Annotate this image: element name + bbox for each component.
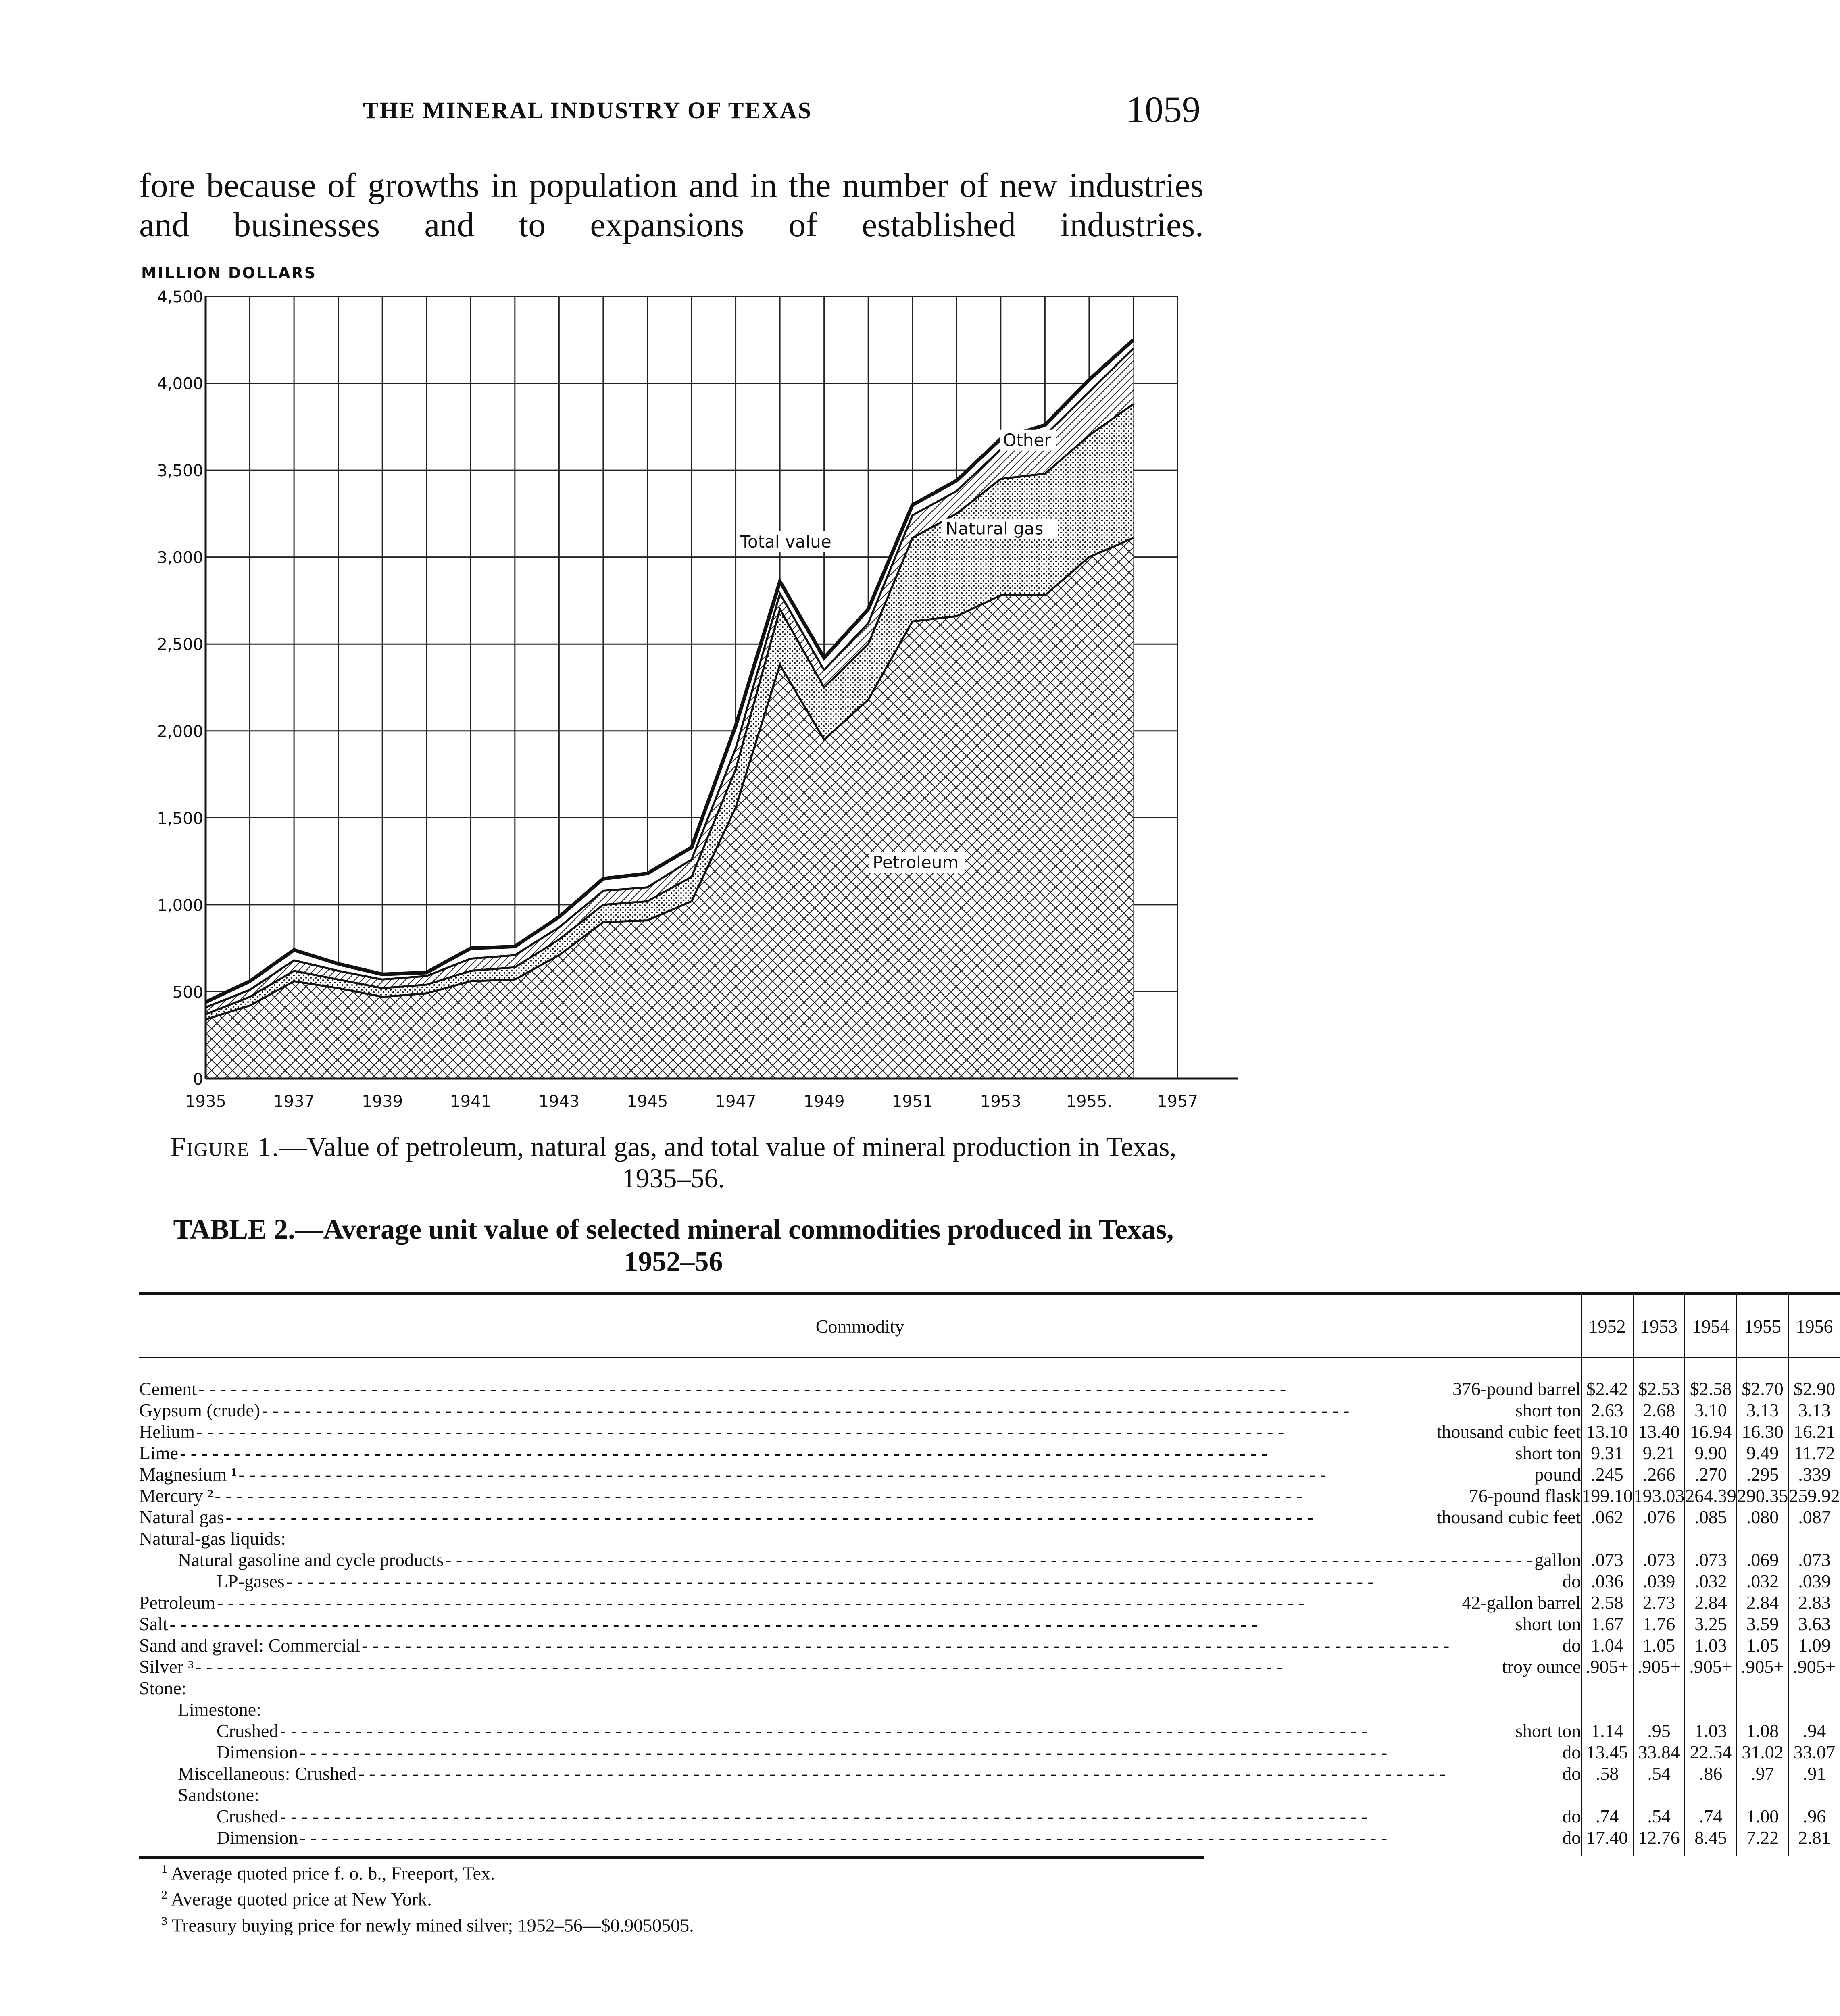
- commodity-cell: [139, 1464, 1581, 1485]
- value-cell: 31.02: [1737, 1741, 1789, 1763]
- commodity-unit: short ton: [1515, 1400, 1581, 1420]
- commodity-unit: short ton: [1515, 1720, 1581, 1741]
- value-cell: .245: [1581, 1464, 1633, 1485]
- x-tick-label: 1935: [185, 1092, 226, 1111]
- footnote: $^1$ Average quoted price f. o. b., Freeport, Tex.: [161, 1862, 495, 1884]
- commodity-unit: gallon: [1534, 1549, 1581, 1570]
- commodity-unit: do: [1562, 1635, 1581, 1656]
- commodity-cell: [139, 1806, 1581, 1827]
- commodity-cell: [139, 1763, 1581, 1784]
- commodity-label: LP-gases: [217, 1571, 285, 1591]
- commodity-label: Natural gas: [139, 1507, 224, 1527]
- commodity-label: Magnesium ¹: [139, 1464, 237, 1485]
- value-cell: .905+: [1788, 1656, 1840, 1677]
- table-row: [139, 1528, 1840, 1549]
- x-tick-label: 1951: [892, 1092, 933, 1111]
- value-cell: 3.10: [1685, 1400, 1737, 1421]
- value-cell: 199.10: [1582, 1485, 1633, 1506]
- commodity-label: Miscellaneous: Crushed: [178, 1763, 357, 1784]
- y-tick-label: 2,500: [157, 635, 203, 654]
- table-row: [139, 1763, 1840, 1784]
- footnotes: [161, 1859, 1129, 1937]
- commodity-cell: [139, 1784, 1581, 1806]
- intro-paragraph: fore because of growths in population and in the number of new industries and businesses and to expansions of established industries.: [139, 166, 1204, 244]
- value-cell: [1633, 1784, 1685, 1806]
- x-tick-label: 1941: [450, 1092, 492, 1111]
- value-cell: [1788, 1528, 1840, 1549]
- commodity-label: Stone:: [139, 1678, 187, 1698]
- value-cell: 1.05: [1633, 1635, 1685, 1656]
- x-tick-label: 1939: [362, 1092, 403, 1111]
- table-row: [139, 1358, 1840, 1400]
- commodity-label: Cement: [139, 1379, 197, 1399]
- table-row: [139, 1720, 1840, 1741]
- commodity-cell: [139, 1827, 1581, 1856]
- value-cell: .087: [1788, 1506, 1840, 1528]
- commodity-cell: [139, 1442, 1581, 1464]
- value-cell: 1.14: [1581, 1720, 1633, 1741]
- value-cell: .073: [1788, 1549, 1840, 1570]
- value-cell: 13.40: [1633, 1421, 1685, 1442]
- value-cell: 16.94: [1685, 1421, 1737, 1442]
- value-cell: 3.13: [1737, 1400, 1789, 1421]
- header-year: 1953: [1633, 1294, 1685, 1358]
- value-cell: .073: [1581, 1549, 1633, 1570]
- value-cell: .295: [1737, 1464, 1789, 1485]
- commodity-cell: [139, 1506, 1581, 1528]
- value-cell: 264.39: [1685, 1485, 1736, 1506]
- table-row: [139, 1784, 1840, 1806]
- figure-caption: [141, 1131, 1206, 1194]
- table-body: [139, 1358, 1840, 1857]
- value-cell: 9.49: [1737, 1442, 1789, 1464]
- value-cell: [1737, 1699, 1789, 1720]
- commodity-label: Helium: [139, 1421, 195, 1442]
- value-cell: [1685, 1784, 1737, 1806]
- value-cell: .062: [1581, 1506, 1633, 1528]
- x-tick-label: 1955.: [1066, 1092, 1113, 1111]
- table-row: [139, 1464, 1840, 1485]
- value-cell: .91: [1788, 1763, 1840, 1784]
- value-cell: 2.63: [1581, 1400, 1633, 1421]
- commodity-unit: do: [1562, 1827, 1581, 1848]
- table-row: [139, 1635, 1840, 1656]
- commodity-label: Sand and gravel: Commercial: [139, 1635, 360, 1656]
- unit-value-table: [139, 1292, 1840, 1856]
- commodity-label: Dimension: [217, 1827, 298, 1848]
- value-cell: $2.58: [1685, 1358, 1737, 1400]
- value-cell: $2.90: [1788, 1358, 1840, 1400]
- commodity-label: Mercury ²: [139, 1485, 213, 1506]
- commodity-label: Salt: [139, 1614, 168, 1634]
- value-cell: .97: [1737, 1763, 1789, 1784]
- value-cell: .94: [1788, 1720, 1840, 1741]
- value-cell: 3.63: [1788, 1613, 1840, 1635]
- value-cell: 8.45: [1685, 1827, 1737, 1856]
- commodity-cell: [139, 1358, 1581, 1400]
- table-row: [139, 1570, 1840, 1592]
- value-cell: [1633, 1677, 1685, 1699]
- header-year: 1955: [1737, 1294, 1789, 1358]
- value-cell: .86: [1685, 1763, 1737, 1784]
- commodity-cell: [139, 1720, 1581, 1741]
- value-cell: 13.45: [1581, 1741, 1633, 1763]
- footnote: $^3$ Treasury buying price for newly mined silver; 1952–56—$0.9050505.: [161, 1914, 694, 1935]
- value-cell: 2.68: [1633, 1400, 1685, 1421]
- commodity-unit: pound: [1534, 1464, 1581, 1485]
- table-row: [139, 1485, 1840, 1506]
- value-cell: 1.04: [1581, 1635, 1633, 1656]
- running-head: THE MINERAL INDUSTRY OF TEXAS: [363, 97, 813, 123]
- label-total-value: Total value: [740, 531, 831, 552]
- commodity-unit: 376-pound barrel: [1452, 1379, 1581, 1399]
- value-cell: 33.84: [1633, 1741, 1685, 1763]
- value-cell: 2.81: [1788, 1827, 1840, 1856]
- commodity-label: Crushed: [217, 1806, 279, 1826]
- commodity-label: Natural gasoline and cycle products: [178, 1549, 444, 1570]
- table-row: [139, 1827, 1840, 1856]
- value-cell: 3.59: [1737, 1613, 1789, 1635]
- value-cell: .54: [1633, 1806, 1685, 1827]
- commodity-cell: [139, 1592, 1581, 1613]
- value-cell: 9.21: [1633, 1442, 1685, 1464]
- commodity-cell: [139, 1485, 1581, 1506]
- value-cell: .076: [1633, 1506, 1685, 1528]
- table-row: [139, 1677, 1840, 1699]
- label-petroleum: Petroleum: [873, 852, 959, 873]
- value-cell: .032: [1685, 1570, 1737, 1592]
- value-cell: [1737, 1677, 1789, 1699]
- table-row: [139, 1741, 1840, 1763]
- value-cell: [1633, 1699, 1685, 1720]
- y-tick-label: 1,000: [157, 896, 203, 915]
- value-cell: 2.58: [1581, 1592, 1633, 1613]
- value-cell: 2.73: [1633, 1592, 1685, 1613]
- value-cell: 2.84: [1685, 1592, 1737, 1613]
- y-tick-label: 2,000: [157, 722, 203, 741]
- commodity-cell: [139, 1613, 1581, 1635]
- commodity-unit: short ton: [1515, 1614, 1581, 1634]
- y-tick-label: 1,500: [157, 809, 203, 828]
- table-title: TABLE 2.—Average unit value of selected mineral commodities produced in Texas, 1952–56: [173, 1214, 1174, 1277]
- y-tick-label: 3,000: [157, 548, 203, 567]
- table-row: [139, 1421, 1840, 1442]
- table-header-row: [139, 1294, 1840, 1358]
- value-cell: 9.90: [1685, 1442, 1737, 1464]
- commodity-unit: thousand cubic feet: [1436, 1507, 1581, 1527]
- value-cell: [1685, 1677, 1737, 1699]
- table-row: [139, 1400, 1840, 1421]
- value-cell: .905+: [1581, 1656, 1633, 1677]
- value-cell: .039: [1788, 1570, 1840, 1592]
- value-cell: 17.40: [1581, 1827, 1633, 1856]
- value-cell: 3.13: [1788, 1400, 1840, 1421]
- commodity-cell: [139, 1528, 1581, 1549]
- x-tick-label: 1957: [1157, 1092, 1198, 1111]
- commodity-unit: short ton: [1515, 1443, 1581, 1463]
- commodity-unit: do: [1562, 1742, 1581, 1762]
- commodity-unit: troy ounce: [1502, 1656, 1581, 1677]
- value-cell: [1633, 1528, 1685, 1549]
- commodity-unit: 42-gallon barrel: [1462, 1592, 1581, 1613]
- value-cell: [1788, 1677, 1840, 1699]
- x-tick-label: 1937: [273, 1092, 315, 1111]
- value-cell: 9.31: [1581, 1442, 1633, 1464]
- value-cell: .069: [1737, 1549, 1789, 1570]
- value-cell: [1685, 1528, 1737, 1549]
- commodity-label: Sandstone:: [178, 1785, 259, 1805]
- value-cell: .270: [1685, 1464, 1737, 1485]
- value-cell: .080: [1737, 1506, 1789, 1528]
- value-cell: .039: [1633, 1570, 1685, 1592]
- value-cell: .905+: [1633, 1656, 1685, 1677]
- value-cell: $2.53: [1633, 1358, 1685, 1400]
- commodity-label: Natural-gas liquids:: [139, 1528, 286, 1549]
- table-row: [139, 1613, 1840, 1635]
- value-cell: [1581, 1528, 1633, 1549]
- value-cell: [1581, 1784, 1633, 1806]
- y-axis-title: MILLION DOLLARS: [141, 264, 317, 282]
- commodity-label: Crushed: [217, 1720, 279, 1741]
- value-cell: 1.05: [1737, 1635, 1789, 1656]
- header-year: 1956: [1788, 1294, 1840, 1358]
- table-row: [139, 1699, 1840, 1720]
- value-cell: 1.76: [1633, 1613, 1685, 1635]
- commodity-label: Dimension: [217, 1742, 298, 1762]
- commodity-cell: [139, 1400, 1581, 1421]
- label-other: Other: [1003, 430, 1051, 450]
- x-tick-label: 1945: [627, 1092, 668, 1111]
- y-tick-label: 0: [193, 1070, 203, 1089]
- table-row: [139, 1806, 1840, 1827]
- value-cell: 259.92: [1789, 1485, 1840, 1506]
- value-cell: .266: [1633, 1464, 1685, 1485]
- value-cell: .036: [1581, 1570, 1633, 1592]
- header-commodity: Commodity: [139, 1294, 1581, 1358]
- value-cell: .58: [1581, 1763, 1633, 1784]
- area-petroleum: [206, 538, 1133, 1079]
- commodity-label: Lime: [139, 1443, 179, 1463]
- value-cell: 13.10: [1581, 1421, 1633, 1442]
- value-cell: .95: [1633, 1720, 1685, 1741]
- value-cell: [1685, 1699, 1737, 1720]
- table-container: [139, 1292, 1840, 1859]
- value-cell: [1788, 1784, 1840, 1806]
- commodity-cell: [139, 1656, 1581, 1677]
- value-cell: 1.00: [1737, 1806, 1789, 1827]
- commodity-label: Limestone:: [178, 1699, 261, 1720]
- figure-caption-text: —Value of petroleum, natural gas, and total value of mineral production in Texas, 1935–56.: [279, 1131, 1177, 1193]
- figure-label: Figure 1.: [170, 1131, 280, 1162]
- value-cell: .032: [1737, 1570, 1789, 1592]
- mineral-value-chart: [133, 258, 1222, 1113]
- y-tick-label: 500: [172, 983, 203, 1002]
- y-tick-label: 4,500: [157, 288, 203, 306]
- x-tick-label: 1953: [980, 1092, 1021, 1111]
- y-tick-label: 4,000: [157, 375, 203, 394]
- header-year: 1952: [1581, 1294, 1633, 1358]
- footnote: $^2$ Average quoted price at New York.: [161, 1888, 432, 1910]
- value-cell: 1.03: [1685, 1635, 1737, 1656]
- value-cell: 1.03: [1685, 1720, 1737, 1741]
- value-cell: 1.67: [1581, 1613, 1633, 1635]
- value-cell: .085: [1685, 1506, 1737, 1528]
- value-cell: .905+: [1685, 1656, 1737, 1677]
- value-cell: .905+: [1737, 1656, 1789, 1677]
- commodity-cell: [139, 1635, 1581, 1656]
- table-row: [139, 1549, 1840, 1570]
- commodity-unit: do: [1562, 1763, 1581, 1784]
- table-row: [139, 1656, 1840, 1677]
- x-tick-label: 1949: [803, 1092, 845, 1111]
- value-cell: [1581, 1699, 1633, 1720]
- commodity-cell: [139, 1570, 1581, 1592]
- value-cell: .74: [1685, 1806, 1737, 1827]
- value-cell: .96: [1788, 1806, 1840, 1827]
- value-cell: $2.70: [1737, 1358, 1789, 1400]
- value-cell: 1.09: [1788, 1635, 1840, 1656]
- value-cell: .54: [1633, 1763, 1685, 1784]
- value-cell: [1788, 1699, 1840, 1720]
- value-cell: 7.22: [1737, 1827, 1789, 1856]
- value-cell: 16.21: [1788, 1421, 1840, 1442]
- value-cell: 290.35: [1737, 1485, 1788, 1506]
- value-cell: $2.42: [1581, 1358, 1633, 1400]
- value-cell: 11.72: [1788, 1442, 1840, 1464]
- value-cell: 193.03: [1633, 1485, 1685, 1506]
- value-cell: 2.84: [1737, 1592, 1789, 1613]
- commodity-label: Silver ³: [139, 1656, 194, 1677]
- header-year: 1954: [1685, 1294, 1737, 1358]
- value-cell: [1581, 1677, 1633, 1699]
- value-cell: .339: [1788, 1464, 1840, 1485]
- commodity-unit: 76-pound flask: [1469, 1485, 1581, 1506]
- commodity-cell: [139, 1699, 1581, 1720]
- value-cell: [1737, 1784, 1789, 1806]
- commodity-unit: do: [1562, 1571, 1581, 1591]
- commodity-cell: [139, 1677, 1581, 1699]
- page-number: 1059: [1126, 89, 1200, 130]
- table-row: [139, 1442, 1840, 1464]
- commodity-cell: [139, 1741, 1581, 1763]
- value-cell: 22.54: [1685, 1741, 1737, 1763]
- value-cell: 3.25: [1685, 1613, 1737, 1635]
- value-cell: .073: [1633, 1549, 1685, 1570]
- table-row: [139, 1506, 1840, 1528]
- value-cell: .073: [1685, 1549, 1737, 1570]
- x-tick-label: 1947: [715, 1092, 756, 1111]
- chart-areas: [206, 340, 1133, 1079]
- value-cell: 33.07: [1788, 1741, 1840, 1763]
- value-cell: 12.76: [1633, 1827, 1685, 1856]
- y-tick-label: 3,500: [157, 462, 203, 481]
- commodity-label: Petroleum: [139, 1592, 216, 1613]
- commodity-unit: thousand cubic feet: [1436, 1421, 1581, 1442]
- value-cell: 16.30: [1737, 1421, 1789, 1442]
- commodity-unit: do: [1562, 1806, 1581, 1826]
- label-natural-gas: Natural gas: [945, 519, 1044, 539]
- commodity-cell: [139, 1549, 1581, 1570]
- value-cell: 2.83: [1788, 1592, 1840, 1613]
- commodity-cell: [139, 1421, 1581, 1442]
- x-tick-label: 1943: [538, 1092, 580, 1111]
- commodity-label: Gypsum (crude): [139, 1400, 260, 1420]
- value-cell: .74: [1581, 1806, 1633, 1827]
- value-cell: [1737, 1528, 1789, 1549]
- table-row: [139, 1592, 1840, 1613]
- value-cell: 1.08: [1737, 1720, 1789, 1741]
